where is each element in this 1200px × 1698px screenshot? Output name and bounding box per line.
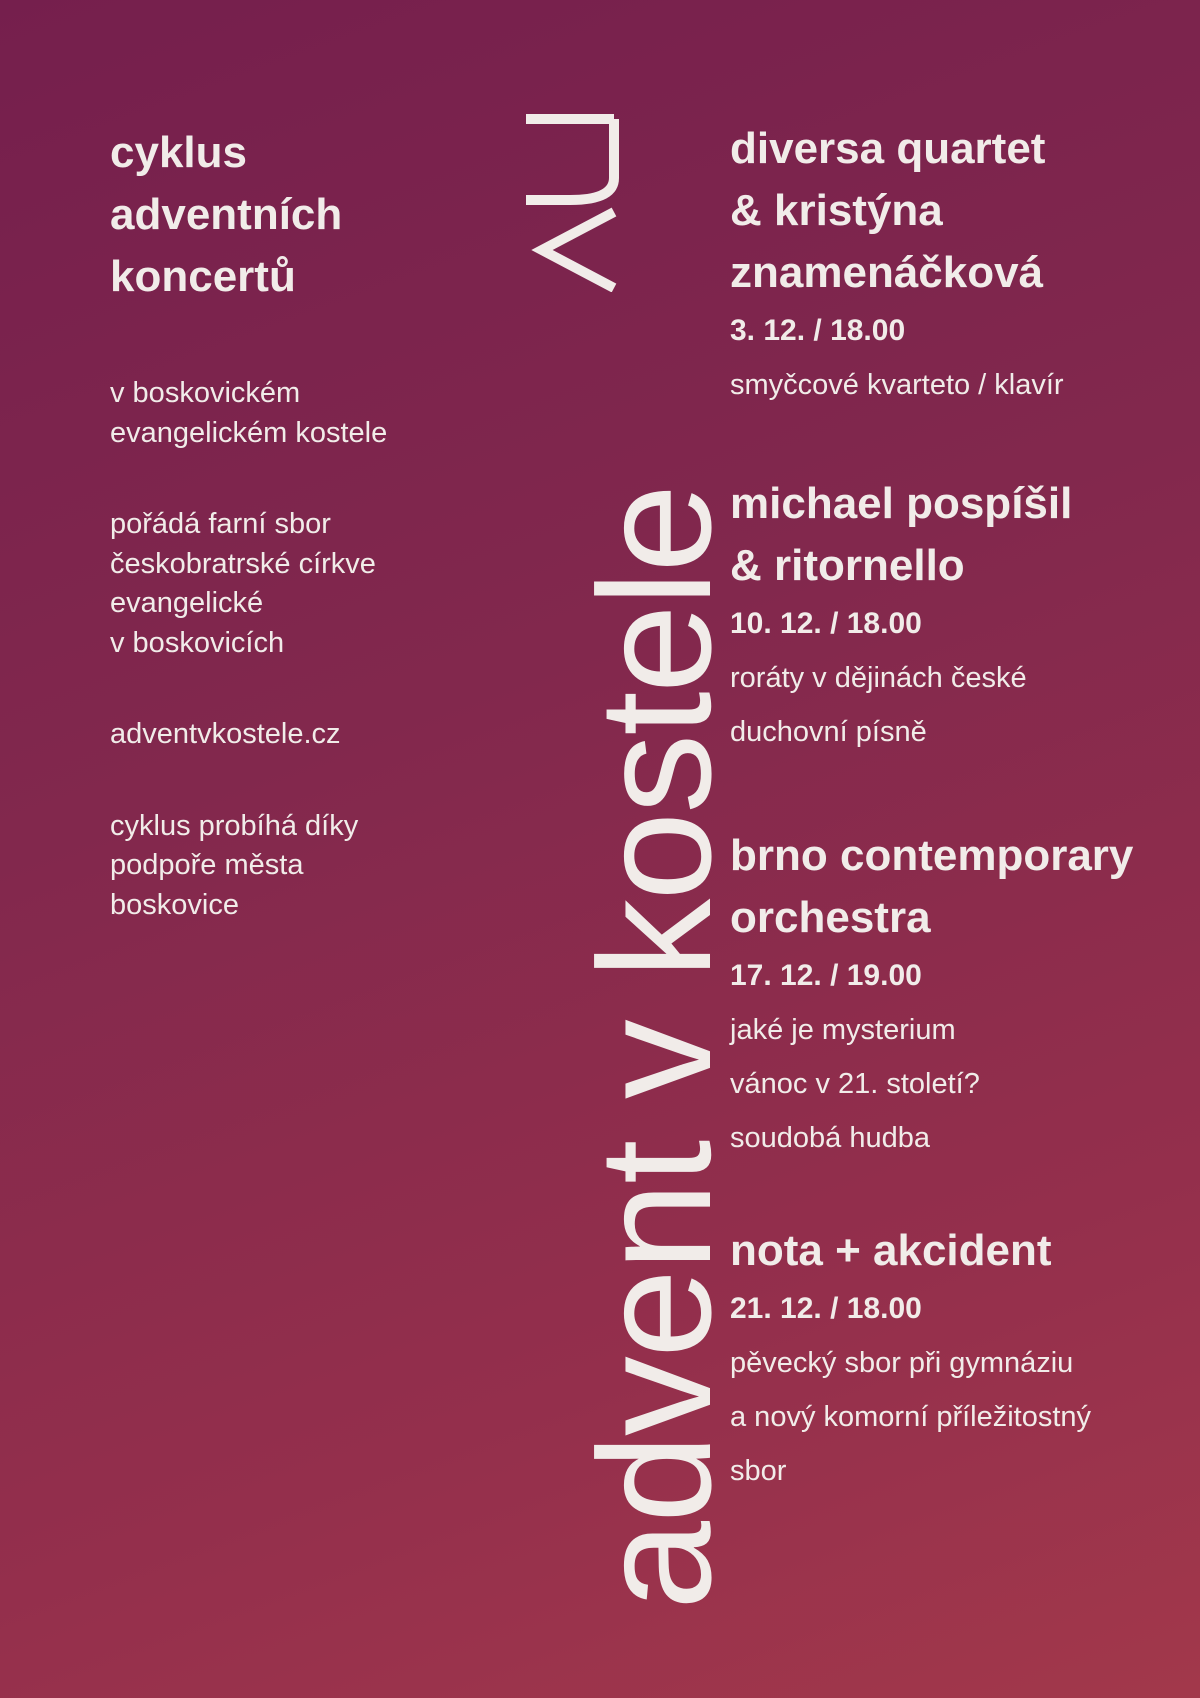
- concert-description-line: sbor: [730, 1455, 787, 1487]
- concert-description-line: a nový komorní příležitostný: [730, 1401, 1092, 1433]
- concert-description-line: soudobá hudba: [730, 1122, 930, 1154]
- concert-name-line: diversa quartet: [730, 124, 1046, 173]
- support-info: [110, 807, 470, 926]
- concert-description-line: pěvecký sbor při gymnáziu: [730, 1347, 1074, 1379]
- concert-date: 3. 12. / 18.00: [730, 314, 906, 347]
- subtitle-line: cyklus: [110, 128, 247, 177]
- poster-title: advent v kostele: [565, 485, 744, 1610]
- concert-name-line: & ritornello: [730, 541, 965, 590]
- location-info: [110, 374, 470, 453]
- concert-description-line: duchovní písně: [730, 716, 927, 748]
- concert-date: 10. 12. / 18.00: [730, 607, 922, 640]
- concert-description-line: vánoc v 21. století?: [730, 1068, 980, 1100]
- website-info: [110, 715, 470, 755]
- concert-date: 21. 12. / 18.00: [730, 1292, 922, 1325]
- concert-description-line: roráty v dějinách české: [730, 662, 1027, 694]
- concert-item: [730, 118, 1064, 412]
- website-link[interactable]: adventvkostele.cz: [110, 718, 341, 750]
- concert-date: 17. 12. / 19.00: [730, 959, 922, 992]
- concert-name-line: brno contemporary: [730, 831, 1134, 880]
- concert-description: [730, 1003, 1133, 1165]
- concert-item: [730, 473, 1072, 759]
- concert-name-line: orchestra: [730, 893, 931, 942]
- concert-description: [730, 358, 1064, 412]
- concert-description: [730, 651, 1072, 759]
- concert-name-line: michael pospíšil: [730, 479, 1073, 528]
- organizer-line: pořádá farní sbor: [110, 508, 331, 540]
- subtitle-line: koncertů: [110, 252, 296, 301]
- concert-name: [730, 825, 1133, 949]
- logo-mark-icon: [518, 114, 622, 292]
- location-line: evangelickém kostele: [110, 416, 388, 449]
- concert-name: [730, 473, 1072, 597]
- concert-name-line: nota + akcident: [730, 1226, 1052, 1275]
- concert-item: [730, 825, 1133, 1165]
- support-line: cyklus probíhá díky: [110, 809, 359, 842]
- concert-name: [730, 1220, 1091, 1282]
- location-line: v boskovickém: [110, 377, 301, 409]
- series-subtitle: [110, 122, 470, 308]
- concert-description: [730, 1336, 1091, 1498]
- organizer-line: českobratrské církve: [110, 547, 376, 580]
- concert-description-line: jaké je mysterium: [730, 1014, 956, 1046]
- support-line: podpoře města: [110, 849, 304, 881]
- concert-item: [730, 1220, 1091, 1498]
- subtitle-line: adventních: [110, 190, 343, 239]
- concert-description-line: smyčcové kvarteto / klavír: [730, 369, 1064, 401]
- concert-name: [730, 118, 1064, 304]
- organizer-line: v boskovicích: [110, 626, 285, 659]
- organizer-line: evangelické: [110, 587, 264, 619]
- concert-name-line: & kristýna: [730, 186, 943, 235]
- support-line: boskovice: [110, 888, 239, 921]
- left-column: [110, 122, 470, 925]
- concert-name-line: znamenáčková: [730, 248, 1044, 297]
- organizer-info: [110, 505, 470, 663]
